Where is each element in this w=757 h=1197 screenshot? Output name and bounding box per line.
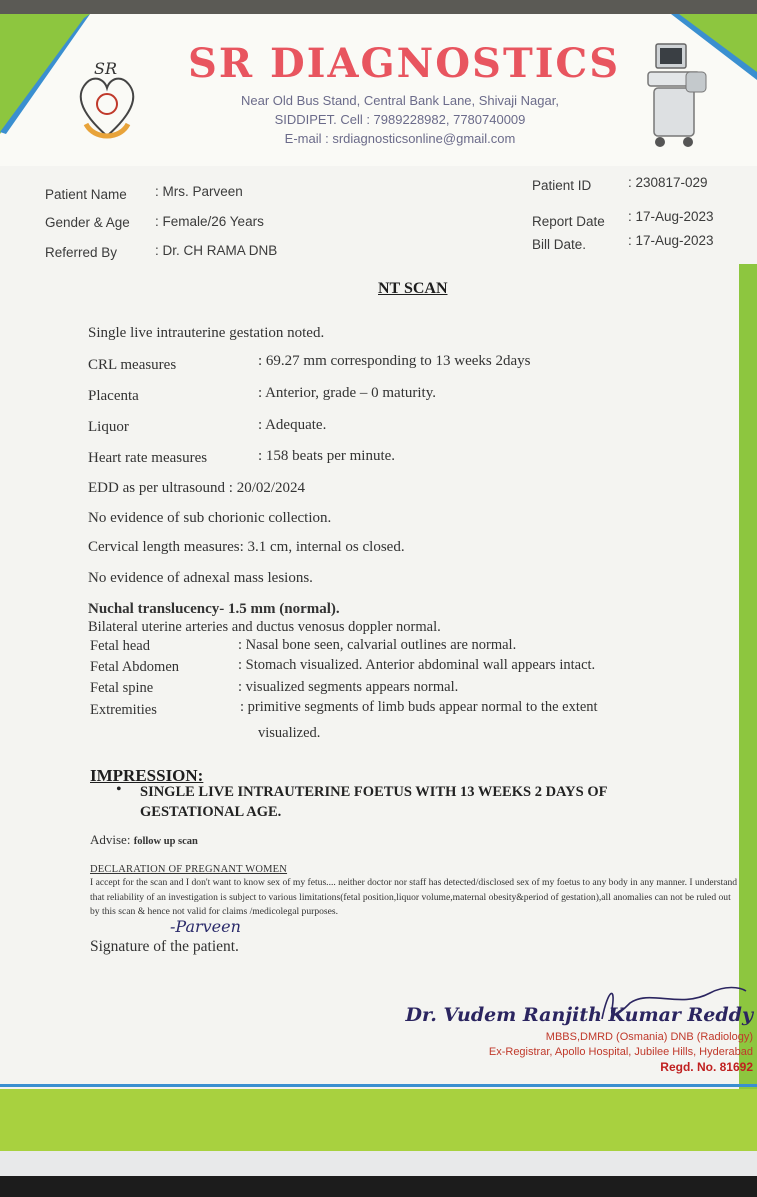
patient-signature: -Parveen: [170, 917, 241, 936]
patient-id-value: : 230817-029: [628, 175, 708, 190]
heart-rate-label: Heart rate measures: [88, 450, 208, 466]
heart-rate-value: : 158 beats per minute.: [258, 448, 396, 464]
gender-age-label: Gender & Age: [45, 215, 130, 230]
doctor-regd: Regd. No. 81692: [660, 1060, 753, 1074]
edd-line: EDD as per ultrasound : 20/02/2024: [88, 480, 306, 496]
extremities-value-cont: visualized.: [258, 725, 321, 741]
patient-info: [0, 172, 740, 272]
impression-text: SINGLE LIVE INTRAUTERINE FOETUS WITH 13 WEEKS 2 DAYS OF GESTATIONAL AGE.: [140, 784, 607, 820]
report-date-label: Report Date: [532, 214, 605, 229]
clinic-email: E-mail : srdiagnosticsonline@gmail.com: [284, 131, 516, 146]
photo-bottom-edge: [0, 1176, 757, 1197]
placenta-value: : Anterior, grade – 0 maturity.: [258, 385, 436, 401]
report-date-value: : 17-Aug-2023: [628, 209, 714, 224]
logo-text: SR: [94, 59, 118, 78]
footer-green-band: [0, 1089, 757, 1151]
doctor-name: Dr. Vudem Ranjith Kumar Reddy: [405, 1004, 753, 1026]
signature-label: Signature of the patient.: [90, 938, 239, 955]
extremities-label: Extremities: [90, 702, 157, 718]
fetal-abdomen-label: Fetal Abdomen: [90, 659, 180, 675]
gestation-line: Single live intrauterine gestation noted.: [88, 325, 325, 341]
footer-blue-line: [0, 1084, 757, 1087]
bullet-icon: •: [116, 781, 122, 798]
referred-by-label: Referred By: [45, 245, 118, 260]
footer-white-strip: [0, 1151, 757, 1176]
liquor-value: : Adequate.: [258, 417, 327, 433]
impression-heading: IMPRESSION:: [90, 766, 204, 785]
advise-value: follow up scan: [133, 836, 198, 847]
referred-by-value: : Dr. CH RAMA DNB: [155, 243, 278, 258]
declaration-heading: DECLARATION OF PREGNANT WOMEN: [90, 864, 288, 875]
doctor-qualification: MBBS,DMRD (Osmania) DNB (Radiology): [545, 1031, 753, 1043]
patient-name-value: : Mrs. Parveen: [155, 184, 243, 199]
liquor-label: Liquor: [88, 419, 129, 435]
declaration-text: I accept for the scan and I don't want to know sex of my fetus.... neither doctor nor staff has detected/disclosed sex of my foetus to any body in any manner. I understand that reliability of an investigation is subject to various limitations(fetal position,liquor volume,maternal obesity&period of gestation),all anomalies can not be ruled out by this scan & hence not valid for claims /medicolegal purposes.: [90, 877, 738, 917]
fetal-head-label: Fetal head: [90, 638, 150, 654]
cervical-line: Cervical length measures: 3.1 cm, internal os closed.: [88, 539, 405, 555]
extremities-value: : primitive segments of limb buds appear normal to the extent: [240, 699, 598, 715]
report-title: NT SCAN: [378, 280, 448, 297]
advise-label: Advise:: [90, 832, 131, 847]
patient-id-label: Patient ID: [532, 178, 592, 193]
adnexal-line: No evidence of adnexal mass lesions.: [88, 570, 313, 586]
right-green-strip: [739, 264, 757, 1094]
fetal-abdomen-value: : Stomach visualized. Anterior abdominal wall appears intact.: [238, 657, 596, 673]
patient-name-label: Patient Name: [45, 187, 127, 202]
doctor-role: Ex-Registrar, Apollo Hospital, Jubilee Hills, Hyderabad: [488, 1046, 753, 1058]
subchorionic-line: No evidence of sub chorionic collection.: [88, 510, 332, 526]
nuchal-line: Nuchal translucency- 1.5 mm (normal).: [88, 601, 340, 617]
fetal-spine-label: Fetal spine: [90, 680, 154, 696]
report-paper: [0, 14, 757, 1176]
clinic-name: SR DIAGNOSTICS: [188, 40, 621, 87]
gender-age-value: : Female/26 Years: [155, 214, 264, 229]
bill-date-value: : 17-Aug-2023: [628, 233, 714, 248]
crl-label: CRL measures: [88, 357, 177, 373]
sr-heart-logo: [72, 54, 142, 146]
crl-value: : 69.27 mm corresponding to 13 weeks 2days: [258, 353, 531, 369]
bill-date-label: Bill Date.: [532, 237, 587, 252]
ultrasound-machine-icon: [640, 42, 716, 152]
fetal-spine-value: : visualized segments appears normal.: [238, 679, 459, 695]
doppler-line: Bilateral uterine arteries and ductus venosus doppler normal.: [88, 619, 441, 635]
clinic-address: Near Old Bus Stand, Central Bank Lane, Shivaji Nagar,: [241, 93, 559, 108]
clinic-phone: SIDDIPET. Cell : 7989228982, 7780740009: [274, 112, 526, 127]
letterhead: [0, 14, 757, 166]
fetal-head-value: : Nasal bone seen, calvarial outlines are normal.: [238, 637, 517, 653]
placenta-label: Placenta: [88, 388, 139, 404]
advise-line: [90, 832, 198, 848]
